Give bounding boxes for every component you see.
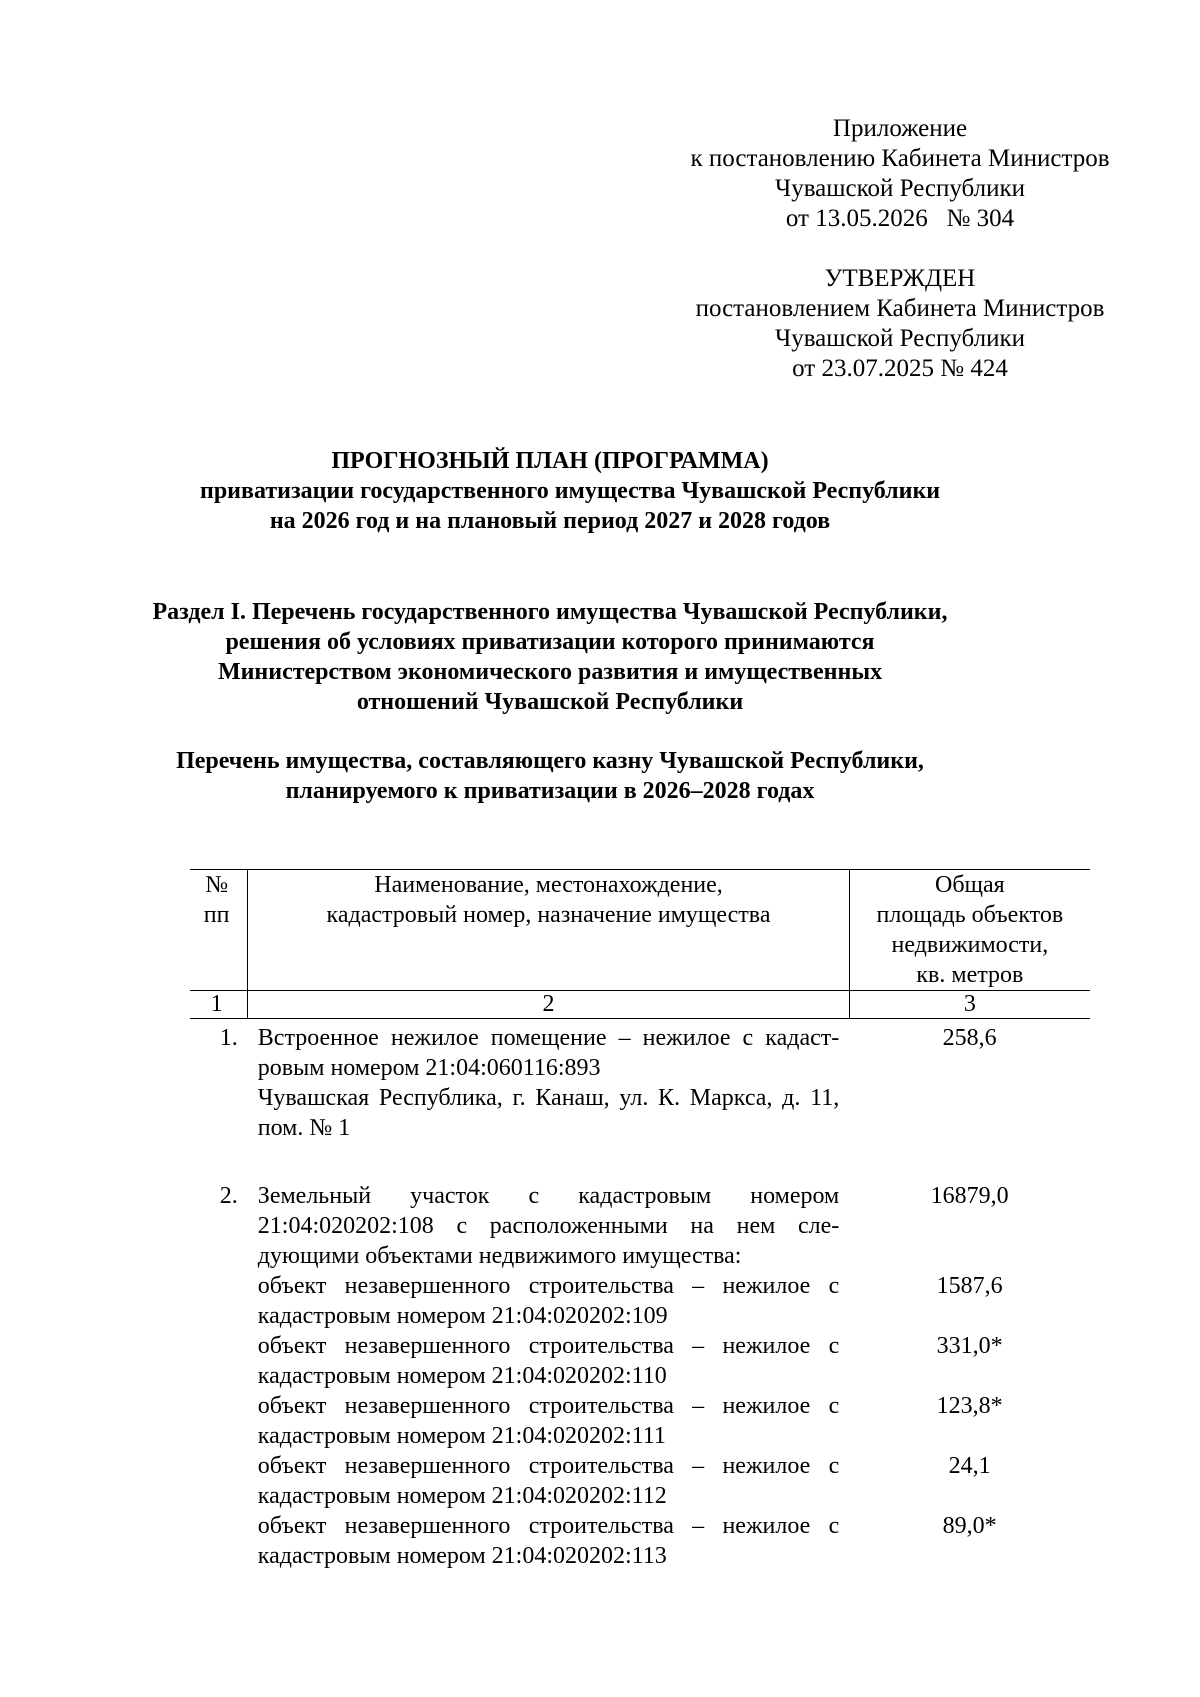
object-name: Земельный участок с кадастровым номером 21:04:020202:108 с расположенными на нем сле-дующими объектами недвижимого имущества: [257, 1183, 840, 1269]
object-address: Чувашская Республика, г. Канаш, ул. К. Маркса, д. 11, пом. № 1 [257, 1085, 840, 1141]
header-area: Общая площадь объектов недвижимости, кв. метров [849, 870, 1090, 991]
row-number: 1. [219, 1025, 238, 1051]
title-line: приватизации государственного имущества Чувашской Республики [200, 478, 941, 504]
approval-line: от 13.05.2026 № 304 [785, 205, 1015, 232]
approved-block [660, 264, 1140, 384]
table-row [190, 1019, 1090, 1144]
title-line: ПРОГНОЗНЫЙ ПЛАН (ПРОГРАММА) [331, 448, 769, 474]
table-row [190, 1143, 1090, 1571]
row-area-column [849, 1143, 1090, 1571]
approved-line: УТВЕРЖДЕН [824, 265, 976, 292]
section-heading [150, 597, 950, 717]
section-line: решения об условиях приватизации которого принимаются [225, 629, 875, 655]
approved-line: постановлением Кабинета Министров [695, 295, 1105, 322]
header-number: № пп [190, 870, 248, 991]
property-table [190, 869, 1090, 1571]
header-name: Наименование, местонахождение, кадастровый номер, назначение имущества [248, 870, 849, 991]
approved-line: Чувашской Республики [774, 325, 1026, 352]
sub-object: объект незавершенного строительства – нежилое с кадастровым номером 21:04:020202:112 [257, 1453, 840, 1509]
sub-object: объект незавершенного строительства – нежилое с кадастровым номером 21:04:020202:111 [257, 1393, 840, 1449]
sub-object-area: 123,8* [936, 1393, 1003, 1419]
object-name: Встроенное нежилое помещение – нежилое с кадаст-ровым номером 21:04:060116:893 [257, 1025, 840, 1081]
sub-object: объект незавершенного строительства – нежилое с кадастровым номером 21:04:020202:110 [257, 1333, 840, 1389]
approved-line: от 23.07.2025 № 424 [792, 355, 1008, 382]
row-description [248, 1019, 849, 1144]
section-line: отношений Чувашской Республики [356, 689, 744, 715]
list-heading-line: планируемого к приватизации в 2026–2028 годах [285, 778, 815, 804]
approval-line: к постановлению Кабинета Министров [690, 145, 1110, 172]
section-line: Министерством экономического развития и имущественных [217, 659, 883, 685]
row-area: 258,6 [942, 1025, 997, 1051]
row-number: 2. [219, 1183, 238, 1209]
sub-object-area: 89,0* [942, 1513, 997, 1539]
sub-object: объект незавершенного строительства – нежилое с кадастровым номером 21:04:020202:109 [257, 1273, 840, 1329]
list-heading [150, 746, 950, 806]
approval-line: Чувашской Республики [774, 175, 1026, 202]
title-line: на 2026 год и на плановый период 2027 и 2028 годов [269, 508, 831, 534]
sub-object-area: 1587,6 [936, 1273, 1003, 1299]
row-area: 16879,0 [930, 1183, 1009, 1209]
column-number: 3 [849, 991, 1090, 1019]
list-heading-line: Перечень имущества, составляющего казну Чувашской Республики, [176, 748, 924, 774]
row-description [248, 1143, 849, 1571]
sub-object: объект незавершенного строительства – нежилое с кадастровым номером 21:04:020202:113 [257, 1513, 840, 1569]
section-line: Раздел I. Перечень государственного имущества Чувашской Республики, [152, 599, 948, 625]
sub-object-area: 24,1 [948, 1453, 991, 1479]
column-number-row [190, 991, 1090, 1019]
column-number: 1 [190, 991, 248, 1019]
document-title [200, 446, 941, 536]
approval-line: Приложение [832, 115, 968, 142]
sub-object-area: 331,0* [936, 1333, 1003, 1359]
column-number: 2 [248, 991, 849, 1019]
approval-block [660, 114, 1140, 234]
table-header-row [190, 870, 1090, 991]
